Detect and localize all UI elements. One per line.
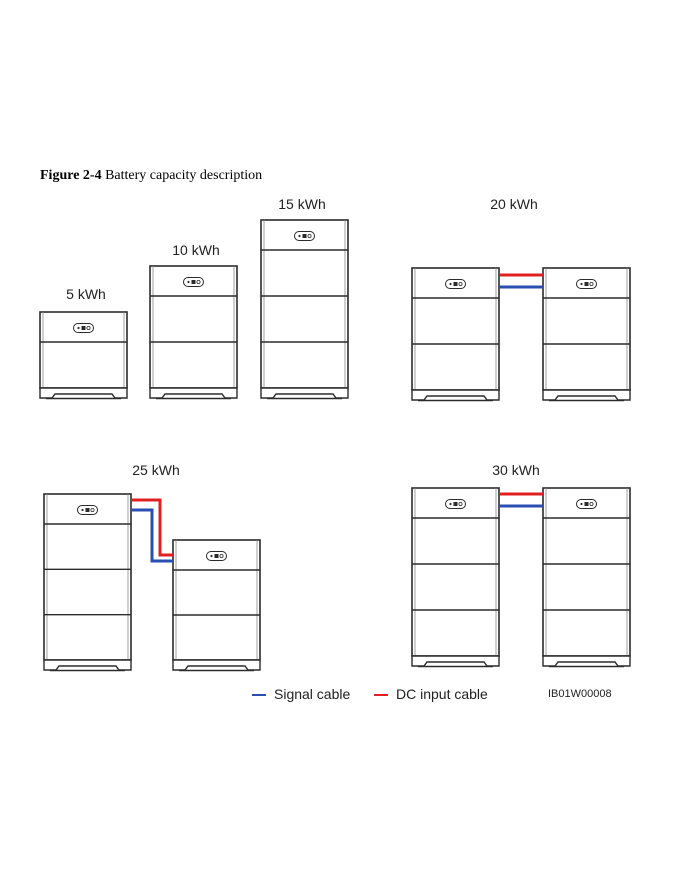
indicator-dot	[298, 235, 300, 237]
indicator-dot	[77, 327, 79, 329]
battery-stack	[543, 268, 630, 401]
stack-base	[412, 390, 499, 400]
stack-base	[150, 388, 237, 398]
battery-stack	[150, 266, 237, 399]
power-button-icon	[215, 554, 219, 558]
battery-stack	[173, 540, 260, 671]
power-button-icon	[86, 508, 90, 512]
stack-base	[261, 388, 348, 398]
stack-body	[44, 494, 131, 660]
indicator-dot	[81, 509, 83, 511]
battery-stack	[40, 312, 127, 399]
battery-stack	[543, 488, 630, 667]
power-button-icon	[82, 326, 86, 330]
indicator-dot	[580, 503, 582, 505]
power-button-icon	[192, 280, 196, 284]
stack-body	[261, 220, 348, 388]
indicator-dot	[449, 283, 451, 285]
power-button-icon	[585, 282, 589, 286]
legend-dc-label: DC input cable	[396, 686, 488, 702]
stack-base	[543, 656, 630, 666]
indicator-dot	[210, 555, 212, 557]
legend-signal-line	[252, 694, 266, 696]
power-button-icon	[454, 282, 458, 286]
figure-number: Figure 2-4	[40, 168, 102, 183]
power-button-icon	[303, 234, 307, 238]
stack-body	[412, 488, 499, 656]
power-button-icon	[454, 502, 458, 506]
indicator-dot	[187, 281, 189, 283]
label-15kwh: 15 kWh	[278, 196, 326, 212]
stack-base	[40, 388, 127, 398]
legend-signal-label: Signal cable	[274, 686, 351, 702]
stack-base	[412, 656, 499, 666]
label-30kwh: 30 kWh	[492, 462, 540, 478]
figure-code: IB01W00008	[548, 688, 612, 700]
legend-dc-line	[374, 694, 388, 696]
stack-body	[543, 488, 630, 656]
battery-stack	[261, 220, 348, 399]
indicator-dot	[580, 283, 582, 285]
figure-title: Battery capacity description	[105, 168, 263, 183]
signal-cable	[131, 510, 173, 561]
label-20kwh: 20 kWh	[490, 196, 538, 212]
stack-base	[543, 390, 630, 400]
stack-base	[44, 660, 131, 670]
indicator-dot	[449, 503, 451, 505]
battery-stack	[412, 488, 499, 667]
battery-stack	[44, 494, 131, 671]
stack-base	[173, 660, 260, 670]
label-25kwh: 25 kWh	[132, 462, 180, 478]
power-button-icon	[585, 502, 589, 506]
label-10kwh: 10 kWh	[172, 242, 220, 258]
label-5kwh: 5 kWh	[66, 286, 106, 302]
battery-stack	[412, 268, 499, 401]
